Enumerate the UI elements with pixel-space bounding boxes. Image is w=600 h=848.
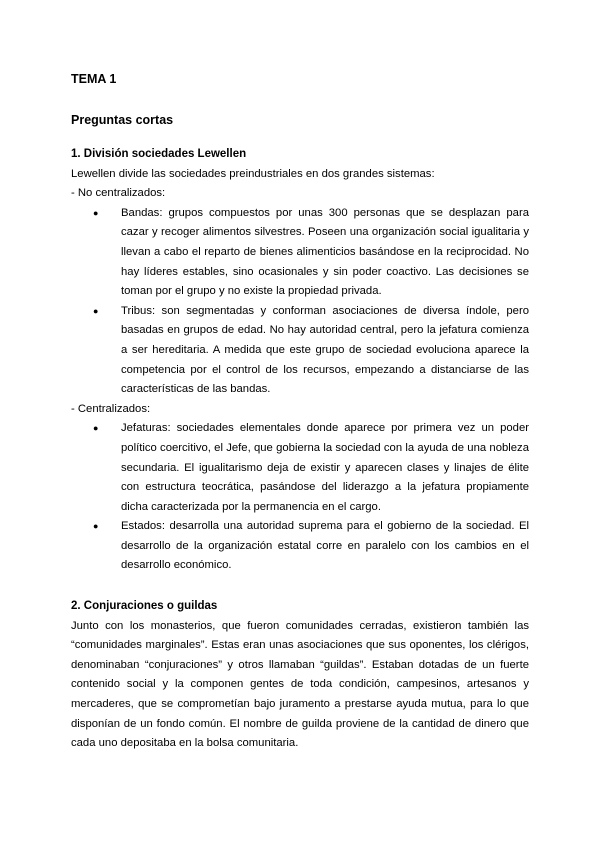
bullet-icon: ● <box>93 305 99 316</box>
section-division-sociedades <box>71 145 529 576</box>
group-label-centralizados: - Centralizados: <box>71 402 151 415</box>
section-intro: Lewellen divide las sociedades preindustriales en dos grandes sistemas: <box>71 167 435 180</box>
document-title: TEMA 1 <box>71 72 117 86</box>
list-item-jefaturas <box>71 419 529 517</box>
list-item-text: Bandas: grupos compuestos por unas 300 personas que se desplazan para cazar y recoger alimentos silvestres. Poseen una organización social igualitaria y llevan a cabo el reparto de bienes alimenticios basándose en la reciprocidad. No hay líderes estables, sino ocasionales y sin poder coactivo. Las decisiones se toman por el grupo y no existe la propiedad privada. <box>121 206 529 298</box>
list-item-text: Jefaturas: sociedades elementales donde aparece por primera vez un poder político coercitivo, el Jefe, que gobierna la sociedad con la ayuda de una nobleza secundaria. El igualitarismo deja de existir y aparecen clases y linajes de élite con estructura teocrática, pasándose del liderazgo a la jefatura propiamente dicha caracterizada por la permanencia en el cargo. <box>121 422 529 513</box>
section-conjuraciones-guildas <box>71 597 529 754</box>
section-heading: 2. Conjuraciones o guildas <box>71 600 218 612</box>
bullet-icon: ● <box>93 207 99 218</box>
bullet-list-no-centralizados <box>71 204 529 400</box>
group-label-no-centralizados: - No centralizados: <box>71 187 166 200</box>
bullet-icon: ● <box>93 423 99 434</box>
bullet-icon: ● <box>93 521 99 532</box>
bullet-list-centralizados <box>71 419 529 576</box>
document-subtitle: Preguntas cortas <box>71 113 174 127</box>
list-item-tribus <box>71 302 529 400</box>
list-item-estados <box>71 517 529 576</box>
list-item-text: Estados: desarrolla una autoridad suprema para el gobierno de la sociedad. El desarrollo de la organización estatal corre en paralelo con los cambios en el desarrollo económico. <box>121 520 529 572</box>
section-heading: 1. División sociedades Lewellen <box>71 148 247 160</box>
section-paragraph: Junto con los monasterios, que fueron comunidades cerradas, existieron también las “comunidades marginales”. Estas eran unas asociaciones que sus oponentes, los clérigos, denominaban “conjuraciones” y otros llamaban “guildas”. Estaban dotadas de un fuerte contenido social y la componen gentes de toda condición, campesinos, artesanos y mercaderes, que se comprometían bajo juramento a prestarse ayuda mutua, para lo que disponían de un fondo común. El nombre de guilda proviene de la cantidad de dinero que cada uno depositaba en la bolsa comunitaria. <box>71 619 529 750</box>
list-item-text: Tribus: son segmentadas y conforman asociaciones de diversa índole, pero basadas en grupos de edad. No hay autoridad central, pero la jefatura comienza a ser hereditaria. A medida que este grupo de sociedad evoluciona aparece la competencia por el control de los recursos, empezando a distanciarse de las características de las bandas. <box>121 304 529 396</box>
list-item-bandas <box>71 204 529 302</box>
